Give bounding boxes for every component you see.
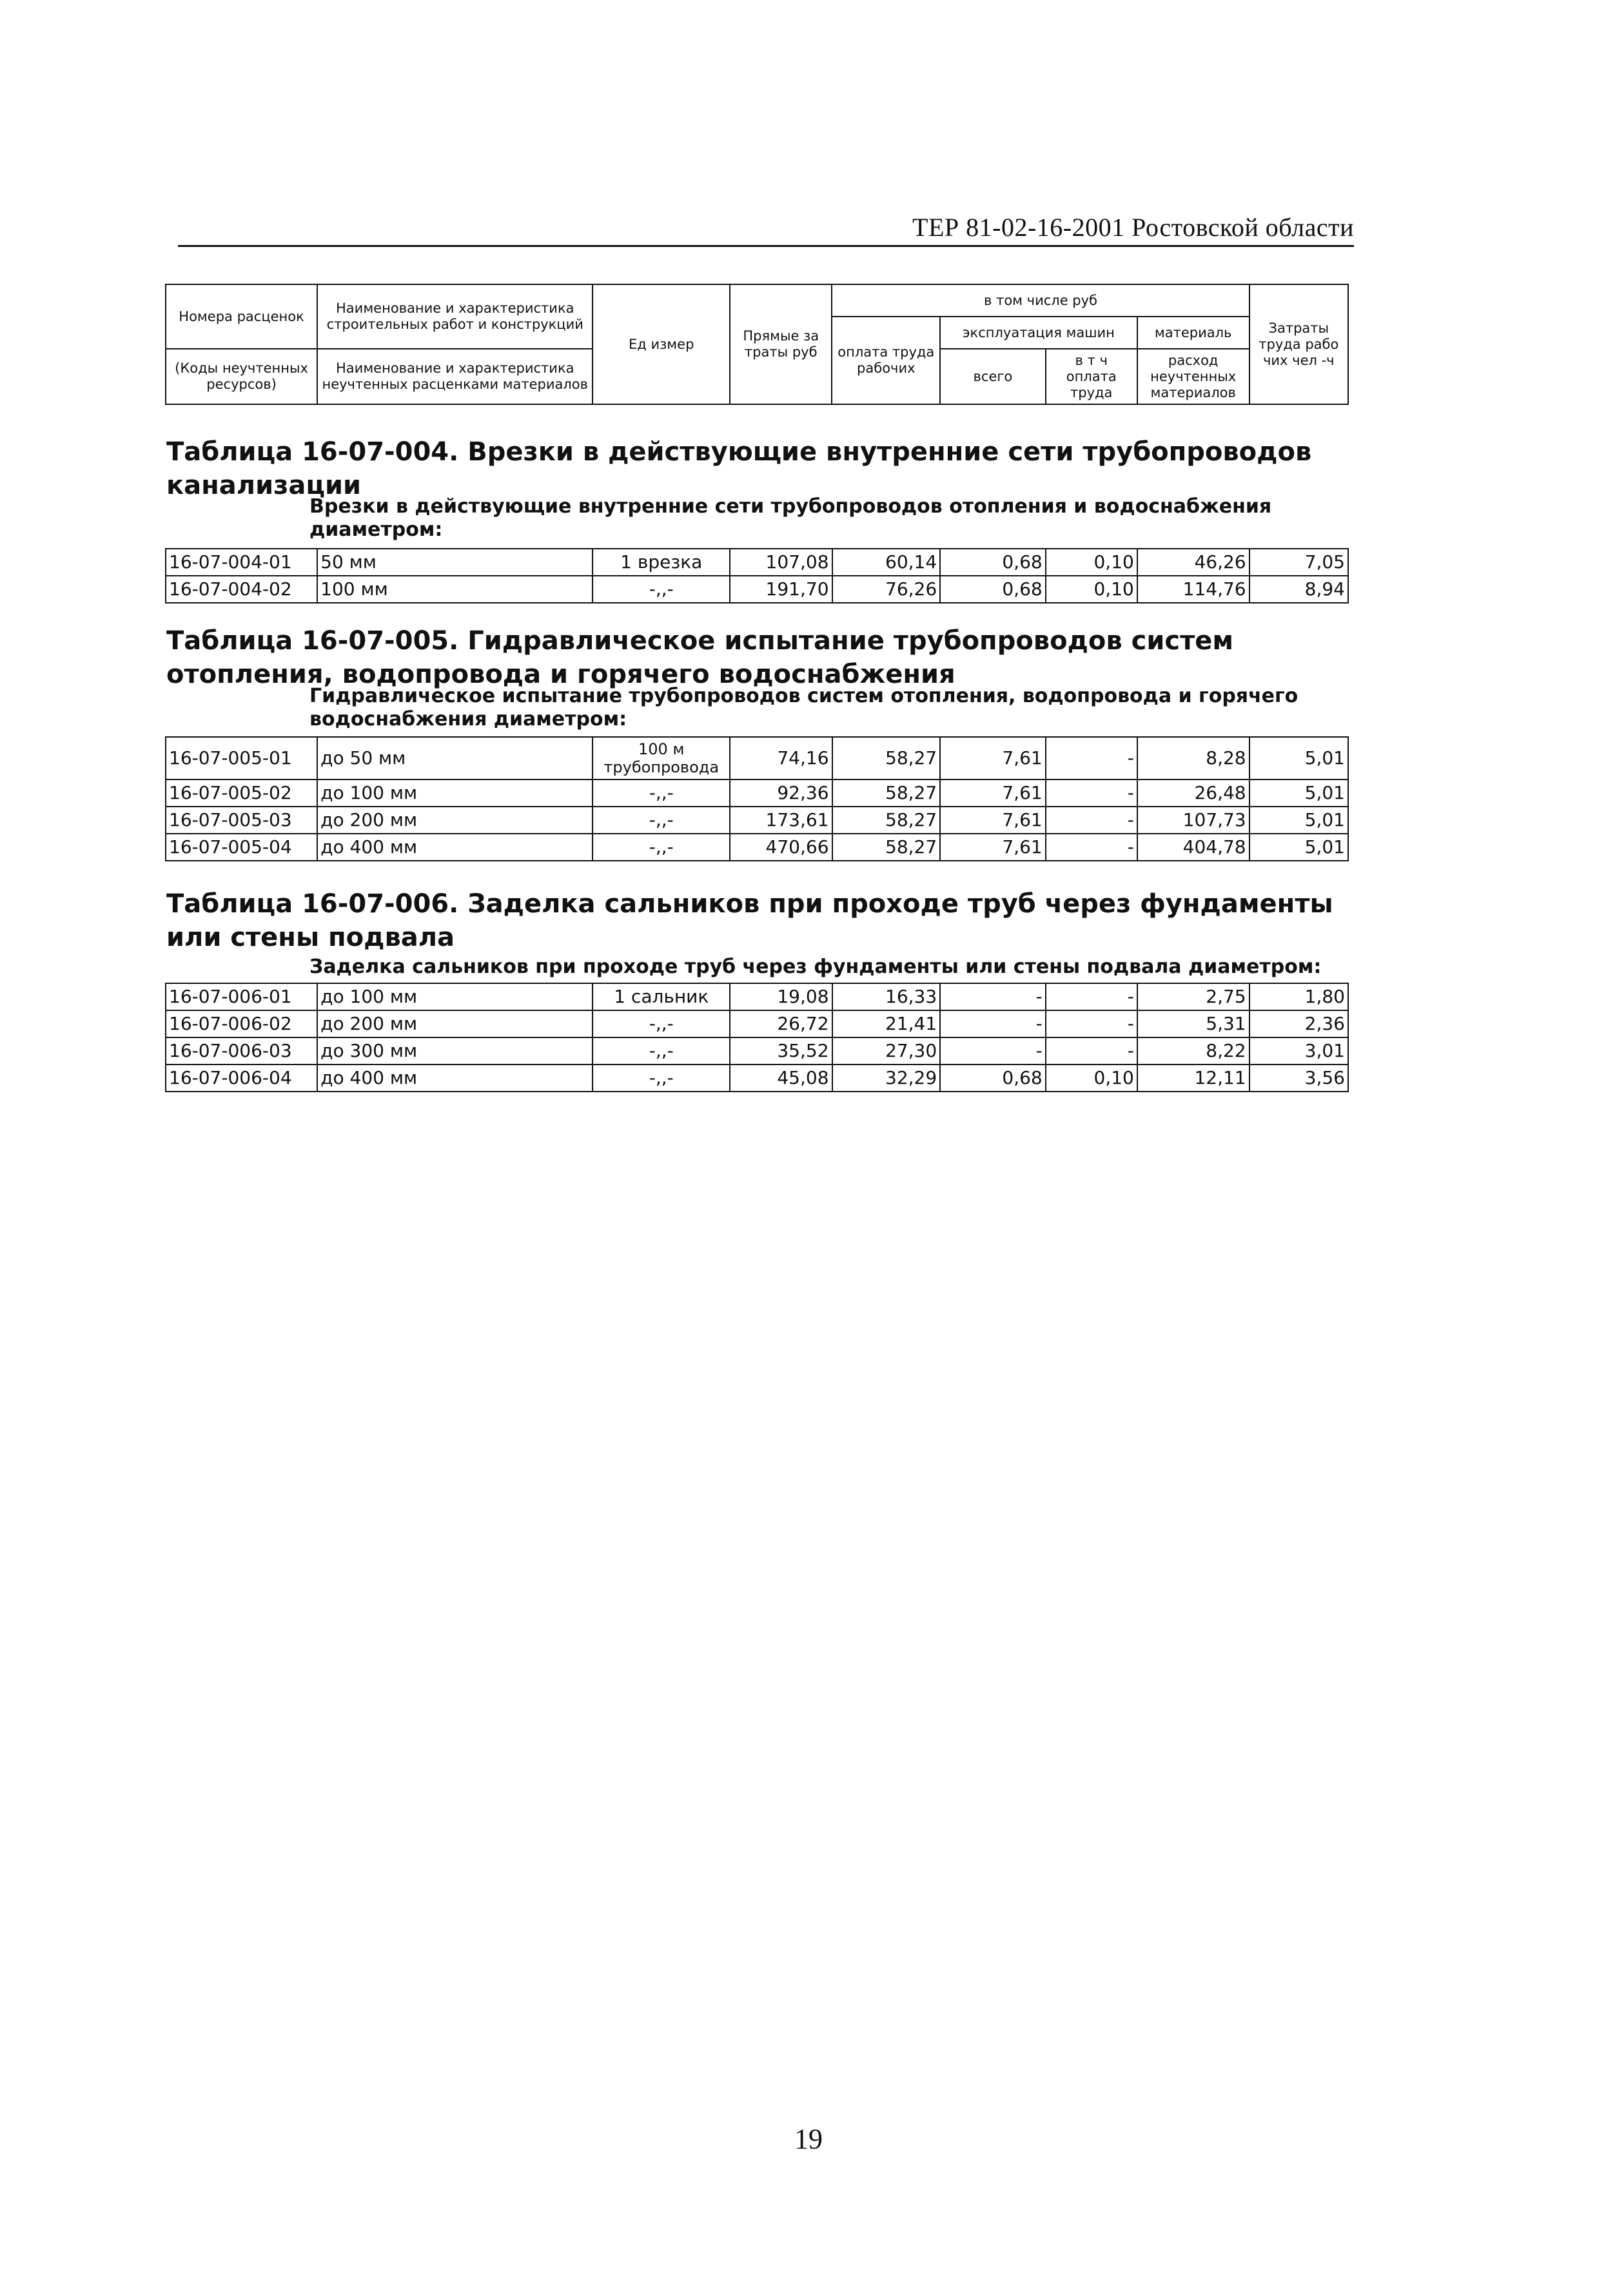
rate-materials: 114,76 <box>1137 576 1250 603</box>
rate-labor-hours: 5,01 <box>1250 807 1348 834</box>
rate-machines-labor: - <box>1046 834 1137 861</box>
rate-machines-total: - <box>940 983 1046 1010</box>
rate-direct: 26,72 <box>730 1010 832 1037</box>
rate-labor-hours: 5,01 <box>1250 737 1348 780</box>
rate-materials: 12,11 <box>1137 1065 1250 1092</box>
rate-direct: 470,66 <box>730 834 832 861</box>
rate-labor-hours: 7,05 <box>1250 549 1348 576</box>
rate-labor-pay: 58,27 <box>832 834 941 861</box>
rate-materials: 404,78 <box>1137 834 1250 861</box>
rate-unit: -,,- <box>593 1037 730 1065</box>
col-code-bottom: (Коды неучтенных ресурсов) <box>166 349 317 404</box>
rate-name: до 200 мм <box>317 1010 593 1037</box>
rate-labor-pay: 32,29 <box>832 1065 941 1092</box>
table-row <box>166 780 1348 807</box>
rate-machines-total: 7,61 <box>940 807 1046 834</box>
rate-labor-hours: 1,80 <box>1250 983 1348 1010</box>
rate-materials: 5,31 <box>1137 1010 1250 1037</box>
rate-direct: 107,08 <box>730 549 832 576</box>
table-row <box>166 1065 1348 1092</box>
rate-labor-hours: 3,01 <box>1250 1037 1348 1065</box>
rate-machines-labor: - <box>1046 780 1137 807</box>
col-direct-costs: Прямые за траты руб <box>730 284 832 404</box>
table-row <box>166 983 1348 1010</box>
rate-machines-total: 0,68 <box>940 549 1046 576</box>
rate-unit: -,,- <box>593 834 730 861</box>
rate-name: до 50 мм <box>317 737 593 780</box>
page-number: 19 <box>794 2123 823 2155</box>
table-row <box>166 807 1348 834</box>
rate-labor-pay: 58,27 <box>832 780 941 807</box>
rate-materials: 26,48 <box>1137 780 1250 807</box>
rate-labor-pay: 58,27 <box>832 807 941 834</box>
rate-name: до 300 мм <box>317 1037 593 1065</box>
rate-labor-hours: 5,01 <box>1250 834 1348 861</box>
rate-unit: -,,- <box>593 1010 730 1037</box>
rate-code: 16-07-005-03 <box>166 807 317 834</box>
rate-unit: -,,- <box>593 780 730 807</box>
rate-machines-labor: - <box>1046 807 1137 834</box>
rate-machines-labor: 0,10 <box>1046 549 1137 576</box>
rate-unit: 100 м трубопровода <box>593 737 730 780</box>
rate-table <box>165 983 1349 1092</box>
table-row <box>166 737 1348 780</box>
rate-labor-hours: 3,56 <box>1250 1065 1348 1092</box>
rate-machines-labor: - <box>1046 737 1137 780</box>
rate-machines-labor: 0,10 <box>1046 1065 1137 1092</box>
col-labor-costs: Затраты труда рабо чих чел -ч <box>1250 284 1348 404</box>
section-subtitle: Врезки в действующие внутренние сети трубопроводов отопления и водоснабжения диаметром: <box>309 495 1272 541</box>
rate-machines-total: 7,61 <box>940 780 1046 807</box>
section-title: Таблица 16-07-006. Заделка сальников при проходе труб через фундаменты или стены подвала <box>166 889 1333 952</box>
document-title: ТЕР 81-02-16-2001 Ростовской области <box>912 213 1354 242</box>
rate-machines-total: - <box>940 1010 1046 1037</box>
rate-materials: 46,26 <box>1137 549 1250 576</box>
rate-code: 16-07-005-04 <box>166 834 317 861</box>
section-title: Таблица 16-07-004. Врезки в действующие внутренние сети трубопроводов канализации <box>166 437 1312 500</box>
table-row <box>166 834 1348 861</box>
col-materials: материаль <box>1137 317 1250 349</box>
rate-materials: 107,73 <box>1137 807 1250 834</box>
col-labor-pay: оплата труда рабочих <box>832 317 940 404</box>
col-code-top: Номера расценок <box>166 284 317 349</box>
rate-code: 16-07-005-01 <box>166 737 317 780</box>
rate-code: 16-07-006-02 <box>166 1010 317 1037</box>
rate-machines-total: 0,68 <box>940 576 1046 603</box>
rate-direct: 74,16 <box>730 737 832 780</box>
rate-machines-labor: - <box>1046 1037 1137 1065</box>
rate-materials: 8,22 <box>1137 1037 1250 1065</box>
rate-labor-hours: 5,01 <box>1250 780 1348 807</box>
table-row <box>166 1010 1348 1037</box>
rate-machines-labor: - <box>1046 983 1137 1010</box>
section-title: Таблица 16-07-005. Гидравлическое испытание трубопроводов систем отопления, водопровода и горячего водоснабжения <box>166 626 1234 689</box>
rate-direct: 45,08 <box>730 1065 832 1092</box>
section-subtitle: Заделка сальников при проходе труб через фундаменты или стены подвала диаметром: <box>309 956 1322 978</box>
section-subtitle: Гидравлическое испытание трубопроводов систем отопления, водопровода и горячего водоснабжения диаметром: <box>309 685 1298 731</box>
rate-machines-labor: 0,10 <box>1046 576 1137 603</box>
col-name-top: Наименование и характеристика строительных работ и конструкций <box>317 284 593 349</box>
rate-name: до 400 мм <box>317 1065 593 1092</box>
col-machines: эксплуатация машин <box>940 317 1137 349</box>
rate-machines-total: 7,61 <box>940 834 1046 861</box>
rate-code: 16-07-006-01 <box>166 983 317 1010</box>
rate-labor-pay: 60,14 <box>832 549 941 576</box>
rate-labor-pay: 16,33 <box>832 983 941 1010</box>
rate-name: до 100 мм <box>317 780 593 807</box>
rate-materials: 2,75 <box>1137 983 1250 1010</box>
table-row <box>166 1037 1348 1065</box>
rate-labor-pay: 58,27 <box>832 737 941 780</box>
rate-labor-hours: 2,36 <box>1250 1010 1348 1037</box>
rate-name: до 200 мм <box>317 807 593 834</box>
rate-name: до 100 мм <box>317 983 593 1010</box>
rate-unit: 1 врезка <box>593 549 730 576</box>
rate-unit: -,,- <box>593 807 730 834</box>
rate-machines-total: 0,68 <box>940 1065 1046 1092</box>
rate-table <box>165 548 1349 603</box>
table-row <box>166 549 1348 576</box>
rate-labor-pay: 21,41 <box>832 1010 941 1037</box>
rate-code: 16-07-004-02 <box>166 576 317 603</box>
rate-code: 16-07-004-01 <box>166 549 317 576</box>
rate-direct: 35,52 <box>730 1037 832 1065</box>
rate-materials: 8,28 <box>1137 737 1250 780</box>
rate-code: 16-07-006-03 <box>166 1037 317 1065</box>
rate-name: 100 мм <box>317 576 593 603</box>
col-materials-unaccounted: расход неучтенных материалов <box>1137 349 1250 404</box>
rate-machines-total: - <box>940 1037 1046 1065</box>
column-header-table <box>165 284 1349 405</box>
col-machines-total: всего <box>940 349 1046 404</box>
document-header <box>178 208 1354 247</box>
rate-machines-labor: - <box>1046 1010 1137 1037</box>
table-row <box>166 576 1348 603</box>
rate-labor-pay: 76,26 <box>832 576 941 603</box>
col-machines-labor: в т ч оплата труда <box>1046 349 1137 404</box>
col-including: в том числе руб <box>832 284 1249 317</box>
rate-labor-pay: 27,30 <box>832 1037 941 1065</box>
col-name-bottom: Наименование и характеристика неучтенных расценками материалов <box>317 349 593 404</box>
rate-table <box>165 736 1349 861</box>
rate-labor-hours: 8,94 <box>1250 576 1348 603</box>
rate-code: 16-07-005-02 <box>166 780 317 807</box>
rate-direct: 191,70 <box>730 576 832 603</box>
rate-unit: -,,- <box>593 576 730 603</box>
rate-direct: 173,61 <box>730 807 832 834</box>
rate-unit: -,,- <box>593 1065 730 1092</box>
rate-code: 16-07-006-04 <box>166 1065 317 1092</box>
rate-machines-total: 7,61 <box>940 737 1046 780</box>
rate-name: до 400 мм <box>317 834 593 861</box>
rate-direct: 92,36 <box>730 780 832 807</box>
col-unit: Ед измер <box>593 284 730 404</box>
rate-name: 50 мм <box>317 549 593 576</box>
rate-direct: 19,08 <box>730 983 832 1010</box>
rate-unit: 1 сальник <box>593 983 730 1010</box>
